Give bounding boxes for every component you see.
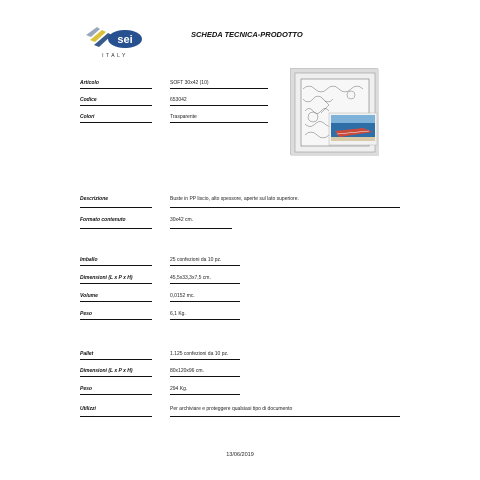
divider — [80, 88, 152, 89]
row-value: Buste in PP liscio, alto spessore, aperte sul lato superiore. — [170, 196, 299, 202]
row-label: Articolo — [80, 80, 99, 86]
row-value: Per archiviare e proteggere qualsiasi tipo di documento — [170, 406, 293, 412]
row-label: Peso — [80, 386, 92, 392]
row-volume — [80, 293, 320, 303]
row-codice — [80, 97, 320, 107]
divider — [170, 283, 240, 284]
divider — [80, 105, 152, 106]
row-value: 1.125 confezioni da 10 pz. — [170, 351, 229, 357]
divider — [80, 228, 152, 229]
divider — [80, 122, 152, 123]
logo-subtitle: ITALY — [102, 53, 128, 59]
row-value: 45,5x33,3x7,5 cm. — [170, 275, 211, 281]
row-label: Descrizione — [80, 196, 109, 202]
row-value: 0,0152 mc. — [170, 293, 195, 299]
divider — [80, 319, 152, 320]
divider — [80, 376, 152, 377]
divider — [80, 301, 152, 302]
row-label: Formato contenuto — [80, 217, 126, 223]
row-label: Volume — [80, 293, 98, 299]
divider — [170, 105, 268, 106]
row-peso-pallet — [80, 386, 320, 396]
row-dimensioni-imballo — [80, 275, 320, 285]
row-formato-contenuto — [80, 217, 320, 229]
row-label: Peso — [80, 311, 92, 317]
row-value: Trasparente — [170, 114, 197, 120]
row-value: 80x120x96 cm. — [170, 368, 204, 374]
divider — [170, 416, 400, 417]
row-colori — [80, 114, 320, 124]
row-label: Imballo — [80, 257, 98, 263]
row-label: Utilizzi — [80, 406, 96, 412]
row-value: 25 confezioni da 10 pz. — [170, 257, 222, 263]
divider — [80, 207, 152, 208]
divider — [170, 359, 240, 360]
row-descrizione — [80, 196, 400, 208]
row-articolo — [80, 80, 320, 90]
row-value: 6,1 Kg. — [170, 311, 186, 317]
row-value: 30x42 cm. — [170, 217, 194, 223]
divider — [80, 359, 152, 360]
row-peso-imballo — [80, 311, 320, 321]
row-label: Colori — [80, 114, 95, 120]
row-dimensioni-pallet — [80, 368, 320, 378]
row-label: Pallet — [80, 351, 94, 357]
row-label: Dimensioni (L x P x H) — [80, 368, 133, 374]
row-value: 653042 — [170, 97, 187, 103]
divider — [170, 394, 240, 395]
divider — [170, 301, 240, 302]
divider — [170, 376, 240, 377]
divider — [170, 265, 240, 266]
divider — [80, 416, 152, 417]
divider — [170, 319, 240, 320]
row-value: 294 Kg. — [170, 386, 188, 392]
row-pallet — [80, 351, 320, 361]
divider — [170, 228, 232, 229]
divider — [170, 207, 400, 208]
logo-text: sei — [117, 34, 133, 46]
row-label: Dimensioni (L x P x H) — [80, 275, 133, 281]
divider — [80, 394, 152, 395]
row-label: Codice — [80, 97, 97, 103]
divider — [170, 122, 268, 123]
divider — [80, 265, 152, 266]
document-date: 13/06/2019 — [226, 452, 254, 458]
row-value: SOFT 30x42 (10) — [170, 80, 209, 86]
row-imballo — [80, 257, 320, 267]
divider — [170, 88, 268, 89]
row-utilizzi — [80, 406, 400, 418]
divider — [80, 283, 152, 284]
document-title: SCHEDA TECNICA-PRODOTTO — [191, 30, 303, 39]
